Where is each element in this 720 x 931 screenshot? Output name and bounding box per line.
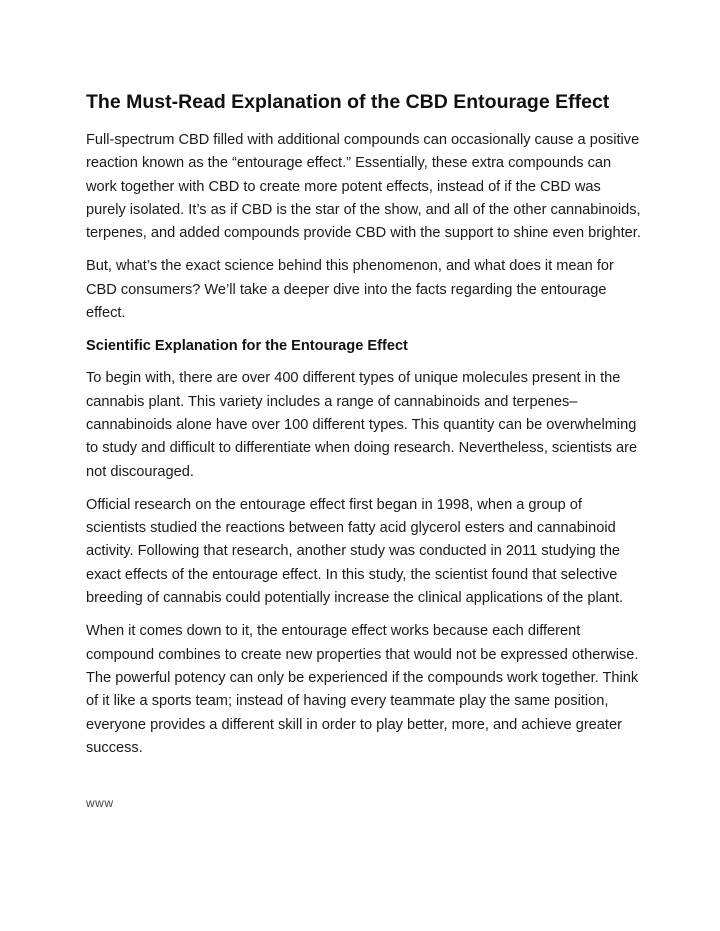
body-paragraph-1: To begin with, there are over 400 different types of unique molecules present in the cannabis plant. This variety includes a range of cannabinoids and terpenes– cannabinoids alone have over 100 different types. This quantity can be overwhelming to study and difficult to differentiate when doing research. Nevertheless, scientists are not discouraged. xyxy=(86,370,638,480)
intro-paragraph-1: Full-spectrum CBD filled with additional compounds can occasionally cause a positive reaction known as the “entourage effect.” Essentially, these extra compounds can work together with CBD to create more potent effects, instead of if the CBD was purely isolated. It’s as if CBD is the star of the show, and all of the other cannabinoids, terpenes, and added compounds provide CBD with the support to shine even brighter. xyxy=(86,132,641,242)
body-paragraph-3: When it comes down to it, the entourage effect works because each different compound combines to create new properties that would not be expressed otherwise. The powerful potency can only be experienced if the compounds work together. Think of it like a sports team; instead of having every teammate play the same position, everyone provides a different skill in order to play better, more, and achieve greater success. xyxy=(86,623,639,756)
document-page xyxy=(86,88,642,770)
section-heading: Scientific Explanation for the Entourage Effect xyxy=(86,338,408,355)
intro-paragraph-2: But, what’s the exact science behind this phenomenon, and what does it mean for CBD consumers? We’ll take a deeper dive into the facts regarding the entourage effect. xyxy=(86,258,614,322)
body-paragraph-2: Official research on the entourage effect first began in 1998, when a group of scientists studied the reactions between fatty acid glycerol esters and cannabinoid activity. Following that research, another study was conducted in 2011 studying the exact effects of the entourage effect. In this study, the scientist found that selective breeding of cannabis could potentially increase the clinical applications of the plant. xyxy=(86,496,624,607)
watermark-text: www xyxy=(86,796,114,810)
document-title: The Must-Read Explanation of the CBD Entourage Effect xyxy=(86,91,610,113)
